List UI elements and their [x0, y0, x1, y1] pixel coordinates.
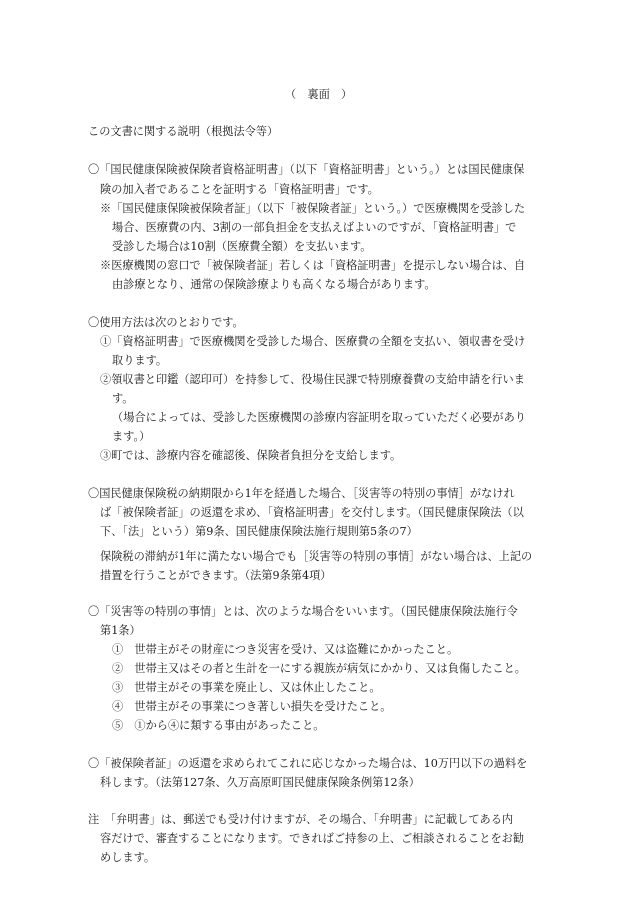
note-line: ※医療機関の窓口で「被保険者証」若しくは「資格証明書」を提示しない場合は、自 — [100, 259, 526, 272]
paragraph-line: 〇「災害等の特別の事情」とは、次のような場合をいいます。（国民健康保険法施行令 — [88, 605, 518, 618]
step-line: 取ります。 — [112, 354, 168, 367]
step-line: す。 — [112, 392, 134, 405]
note-line: めします。 — [100, 851, 156, 864]
step-line: ます。） — [112, 430, 151, 443]
list-item: ③ 世帯主がその事業を廃止し、又は休止したこと。 — [112, 681, 381, 694]
note-line: 注 「弁明書」は、郵送でも受け付けますが、その場合、「弁明書」に記載してある内 — [88, 813, 514, 826]
paragraph-line: 険の加入者であることを証明する「資格証明書」です。 — [100, 183, 379, 196]
step-line: ②領収書と印鑑（認印可）を持参して、役場住民課で特別療養費の支給申請を行いま — [100, 373, 525, 386]
list-item: ⑤ ①から④に類する事由があったこと。 — [112, 719, 325, 732]
paragraph-line: 〇使用方法は次のとおりです。 — [88, 316, 244, 329]
note-line: 場合、医療費の内、3割の一部負担金を支払えばよいのですが、「資格証明書」で — [112, 221, 517, 234]
note-line: 容だけで、審査することになります。できればご持参の上、ご相談されることをお勧 — [100, 832, 525, 845]
list-item: ② 世帯主又はその者と生計を一にする親族が病気にかかり、又は負傷したこと。 — [112, 662, 526, 675]
paragraph-line: ば「被保険者証」の返還を求め、「資格証明書」を交付します。（国民健康保険法（以 — [100, 506, 524, 519]
paragraph-line: 下、「法」という）第9条、国民健康保険法施行規則第5条の7） — [100, 525, 418, 538]
document-subtitle: この文書に関する説明（根拠法令等） — [88, 125, 279, 138]
paragraph-line: 科します。（法第127条、久万高原町国民健康保険条例第12条） — [100, 776, 420, 789]
step-line: ①「資格証明書」で医療機関を受診した場合、医療費の全額を支払い、領収書を受け — [100, 335, 526, 348]
list-item: ① 世帯主がその財産につき災害を受け、又は盗難にかかったこと。 — [112, 643, 459, 656]
paragraph-line: 保険税の滞納が1年に満たない場合でも［災害等の特別の事情］がない場合は、上記の — [100, 550, 533, 563]
paragraph-line: 措置を行うことができます。（法第9条第4項） — [100, 569, 332, 582]
paragraph-line: 〇「国民健康保険被保険者資格証明書」（以下「資格証明書」という。）とは国民健康保 — [88, 163, 525, 176]
note-line: ※「国民健康保険被保険者証」（以下「被保険者証」という。）で医療機関を受診した — [100, 202, 526, 215]
note-line: 受診した場合は10割（医療費全額）を支払います。 — [112, 240, 372, 253]
page-heading: （ 裏面 ） — [285, 88, 353, 101]
paragraph-line: 〇「被保険者証」の返還を求められてこれに応じなかった場合は、10万円以下の過料を — [88, 757, 528, 770]
paragraph-line: 〇国民健康保険税の納期限から1年を経過した場合、［災害等の特別の事情］がなけれ — [88, 487, 515, 500]
paragraph-line: 第1条） — [100, 624, 141, 637]
list-item: ④ 世帯主がその事業につき著しい損失を受けたこと。 — [112, 700, 392, 713]
note-line: 由診療となり、通常の保険診療よりも高くなる場合があります。 — [112, 278, 436, 291]
step-line: （場合によっては、受診した医療機関の診療内容証明を取っていただく必要があり — [112, 411, 526, 424]
step-line: ③町では、診療内容を確認後、保険者負担分を支給します。 — [100, 449, 402, 462]
